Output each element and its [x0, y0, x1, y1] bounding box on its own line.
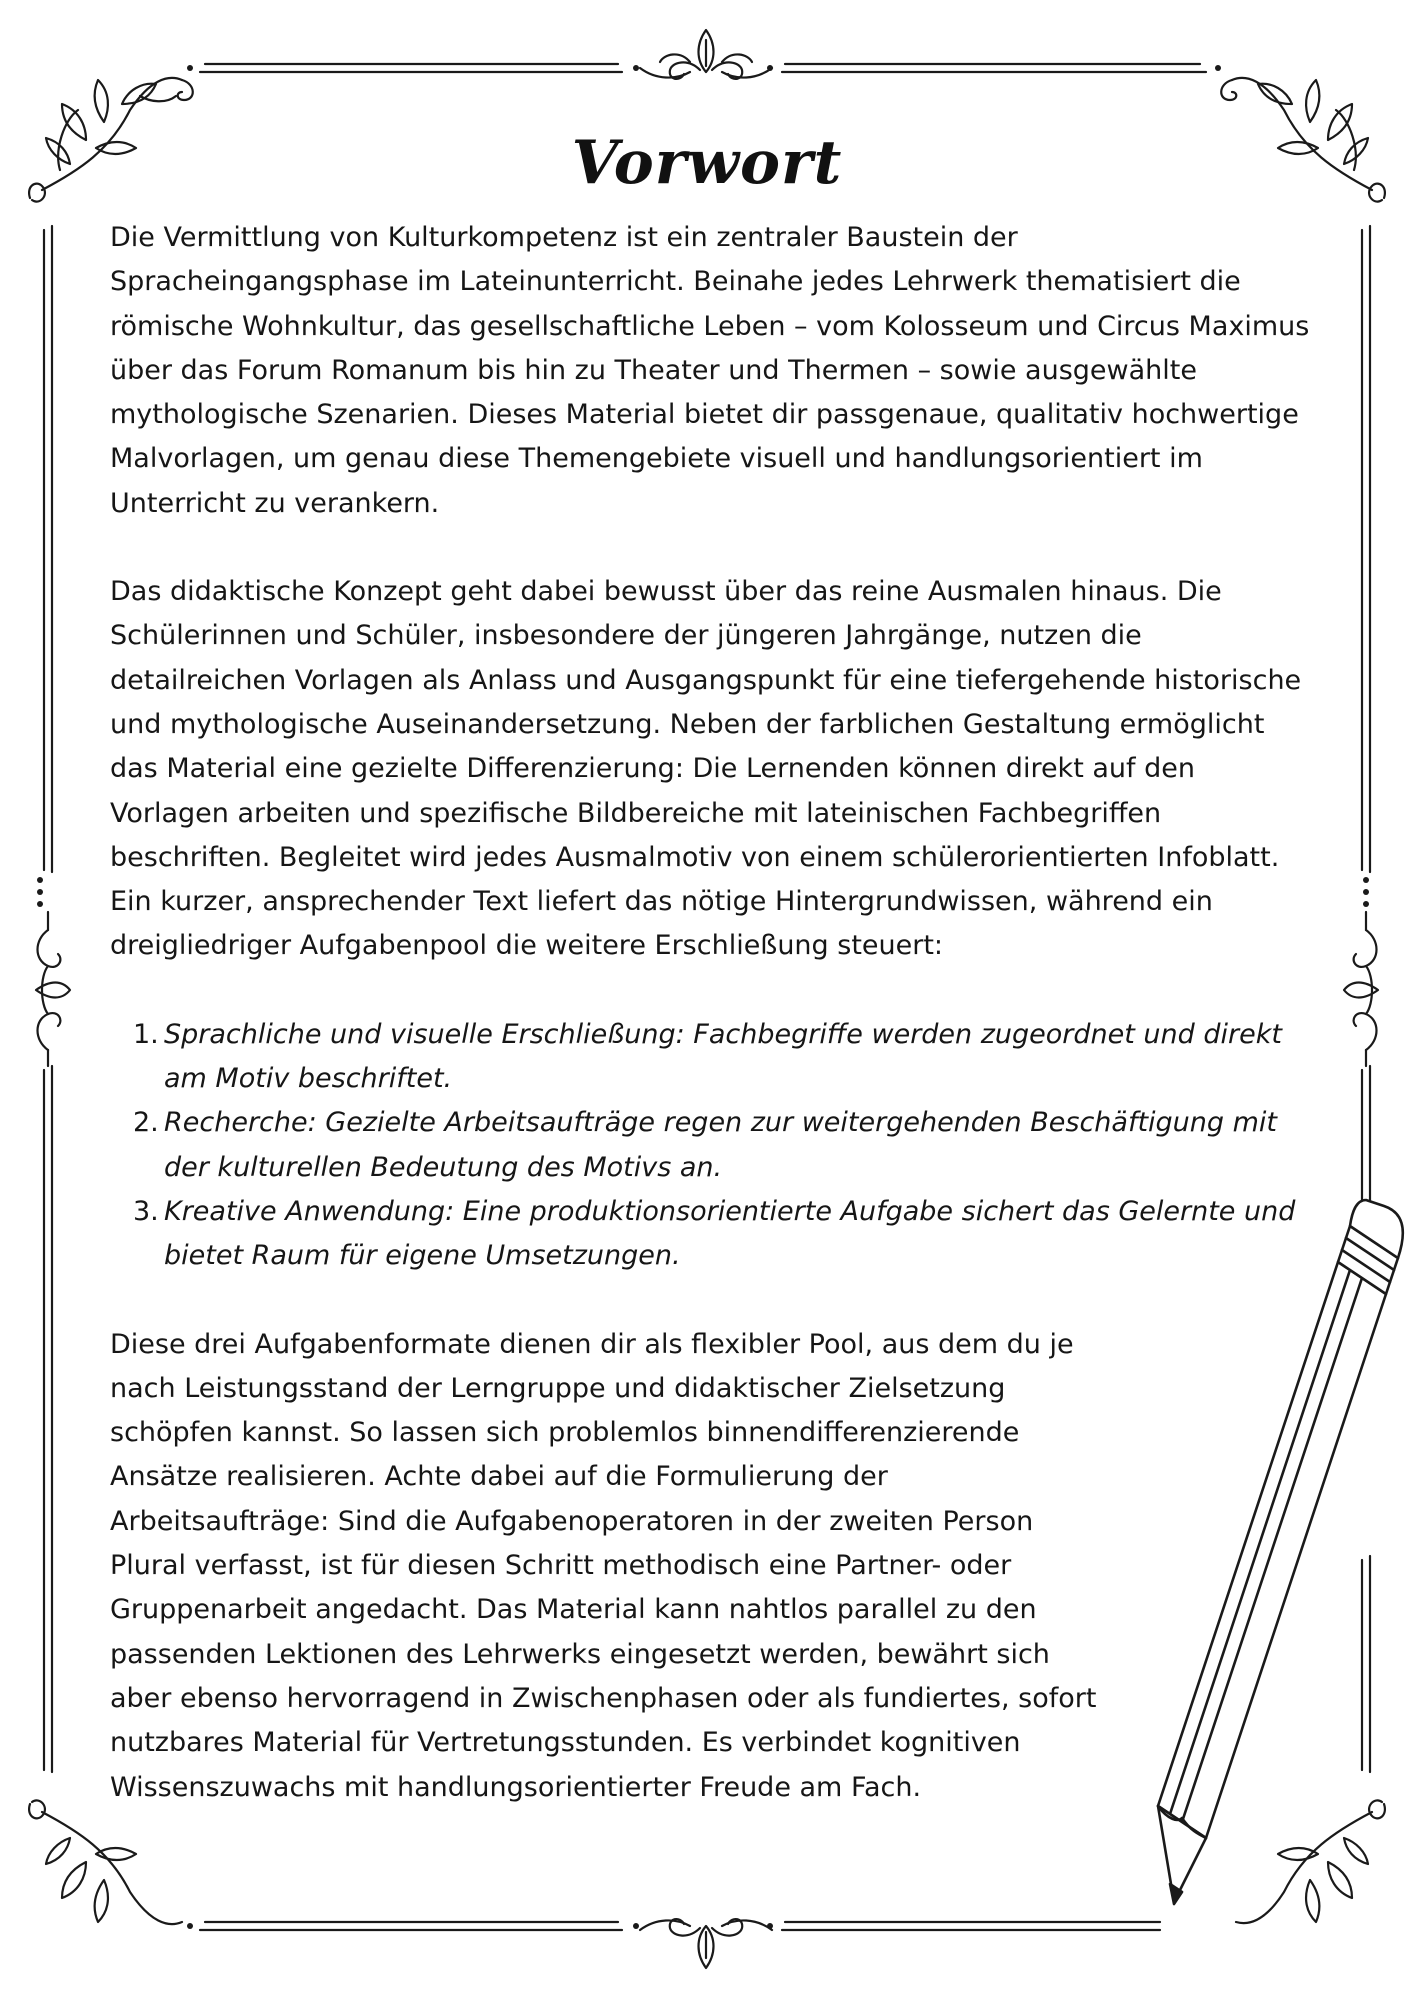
paragraph-gap: [110, 1279, 1315, 1323]
intro-paragraph: Die Vermittlung von Kulturkompetenz ist ein zentraler Baustein der Spracheingangsphase im Lateinunterricht. Beinahe jedes Lehrwerk thematisiert die römische Wohnkultur, das gesellschaftliche Leben – vom Kolosseum und Circus Maximus über das Forum Romanum bis hin zu Theater und Thermen – sowie ausgewählte mythologische Szenarien. Dieses Material bietet dir passgenaue, qualitativ hochwertige Malvorlagen, um genau diese Themengebiete visuell und handlungsorientiert im Unterricht zu verankern.: [110, 222, 1310, 519]
bottom-left-vine: [29, 1800, 182, 1924]
list-item: [110, 1190, 1315, 1279]
bottom-center-flourish: [640, 1919, 772, 1968]
list-item: [110, 1101, 1315, 1190]
top-center-flourish: [640, 30, 772, 79]
list-item: [110, 1013, 1315, 1102]
paragraph-gap: [110, 526, 1315, 570]
list-item-text: Sprachliche und visuelle Erschließung: Fachbegriffe werden zugeordnet und direkt am Motiv beschriftet.: [164, 1018, 1282, 1095]
task-list: [110, 1013, 1315, 1279]
list-number: 2.: [133, 1107, 159, 1139]
main-text: [110, 216, 1315, 1810]
list-number: 3.: [133, 1195, 159, 1227]
bottom-right-vine: [1236, 1800, 1385, 1923]
concept-paragraph: Das didaktische Konzept geht dabei bewusst über das reine Ausmalen hinaus. Die Schülerinnen und Schüler, insbesondere der jüngeren Jahrgänge, nutzen die detailreichen Vorlagen als Anlass und Ausgangspunkt für eine tiefergehende historische und mythologische Auseinandersetzung. Neben der farblichen Gestaltung ermöglicht das Material eine gezielte Differenzierung: Die Lernenden können direkt auf den Vorlagen arbeiten und spezifische Bildbereiche mit lateinischen Fachbegriffen beschriften. Begleitet wird jedes Ausmalmotiv von einem schülerorientierten Infoblatt. Ein kurzer, ansprechender Text liefert das nötige Hintergrundwissen, während ein dreigliedriger Aufgabenpool die weitere Erschließung steuert:: [110, 576, 1302, 962]
left-middle-flourish: [36, 912, 70, 1066]
list-item-text: Kreative Anwendung: Eine produktionsorientierte Aufgabe sichert das Gelernte und bietet Raum für eigene Umsetzungen.: [164, 1195, 1296, 1272]
paragraph-gap: [110, 969, 1315, 1013]
list-item-text: Recherche: Gezielte Arbeitsaufträge regen zur weitergehenden Beschäftigung mit der kulturellen Bedeutung des Motivs an.: [164, 1107, 1278, 1183]
closing-paragraph: Diese drei Aufgabenformate dienen dir als flexibler Pool, aus dem du je nach Leistungsstand der Lerngruppe und didaktischer Zielsetzung schöpfen kannst. So lassen sich problemlos binnendifferenzierende Ansätze realisieren. Achte dabei auf die Formulierung der Arbeitsaufträge: Sind die Aufgabenoperatoren in der zweiten Person Plural verfasst, ist für diesen Schritt methodisch eine Partner- oder Gruppenarbeit angedacht. Das Material kann nahtlos parallel zu den passenden Lektionen des Lehrwerks eingesetzt werden, bewährt sich aber ebenso hervorragend in Zwischenphasen oder als fundiertes, sofort nutzbares Material für Vertretungsstunden. Es verbindet kognitiven Wissenszuwachs mit handlungsorientierter Freude am Fach.: [110, 1328, 1097, 1803]
right-middle-flourish: [1344, 912, 1378, 1066]
list-number: 1.: [133, 1018, 159, 1050]
page-title: Vorwort: [571, 128, 843, 198]
